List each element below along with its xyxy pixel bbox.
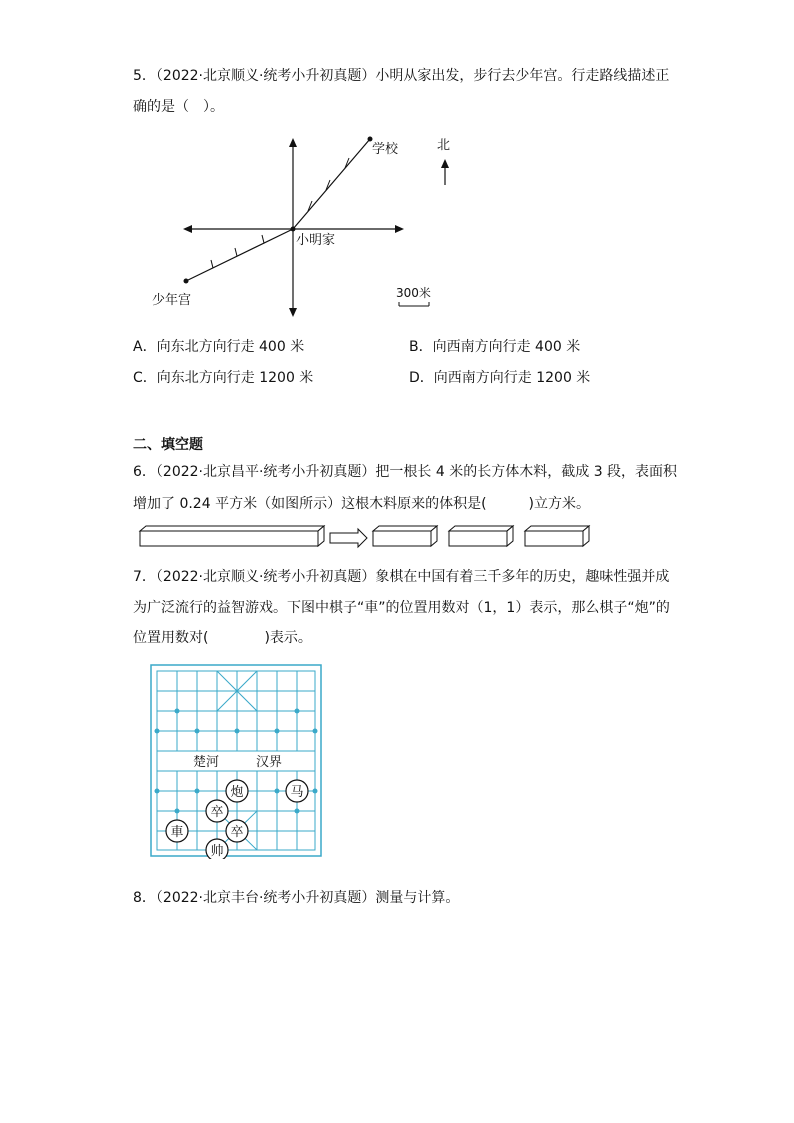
- q5-option-c[interactable]: C．向东北方向行走 1200 米: [133, 370, 314, 386]
- piece-chariot: [166, 820, 188, 842]
- section-title-fill-in: 二、填空题: [133, 437, 203, 453]
- label-youth-palace: 少年宫: [152, 293, 192, 308]
- label-home: 小明家: [296, 233, 336, 248]
- q6-text-line2: 增加了 0.24 平方米（如图所示）这根木料原来的体积是( )立方米。: [133, 496, 590, 512]
- river-left-label: 楚河: [193, 755, 220, 770]
- q6-text-line1: 6．（2022·北京昌平·统考小升初真题）把一根长 4 米的长方体木料，截成 3 段，表面积: [133, 464, 678, 480]
- svg-text:車: 車: [170, 825, 184, 840]
- q5-text-line2: 确的是（ ）。: [133, 99, 224, 115]
- piece-cannon: [226, 780, 248, 802]
- piece-horse: [286, 780, 308, 802]
- q7-chess-board: [148, 663, 324, 859]
- q7-text-line3: 位置用数对( )表示。: [133, 630, 312, 646]
- label-scale: 300米: [396, 286, 431, 300]
- svg-text:马: 马: [290, 785, 304, 800]
- q5-option-d[interactable]: D．向西南方向行走 1200 米: [409, 370, 591, 386]
- q7-text-line2: 为广泛流行的益智游戏。下图中棋子“車”的位置用数对（1，1）表示，那么棋子“炮”的: [133, 600, 670, 616]
- piece-pawn-1: [206, 800, 228, 822]
- q6-wood-figure: [130, 522, 600, 552]
- q8-text-line1: 8．（2022·北京丰台·统考小升初真题）测量与计算。: [133, 890, 460, 906]
- label-north: 北: [437, 138, 451, 153]
- piece-general: [206, 839, 228, 859]
- svg-text:卒: 卒: [210, 805, 224, 820]
- piece-pawn-2: [226, 820, 248, 842]
- svg-text:炮: 炮: [230, 785, 244, 800]
- q5-text-line1: 5．（2022·北京顺义·统考小升初真题）小明从家出发，步行去少年宫。行走路线描述正: [133, 68, 670, 84]
- q5-direction-figure: [140, 130, 480, 320]
- svg-text:卒: 卒: [230, 825, 244, 840]
- q5-option-b[interactable]: B．向西南方向行走 400 米: [409, 339, 581, 355]
- svg-text:帅: 帅: [210, 844, 224, 859]
- q7-text-line1: 7．（2022·北京顺义·统考小升初真题）象棋在中国有着三千多年的历史，趣味性强并成: [133, 569, 670, 585]
- label-school: 学校: [372, 142, 399, 157]
- river-right-label: 汉界: [256, 755, 283, 770]
- q5-option-a[interactable]: A．向东北方向行走 400 米: [133, 339, 305, 355]
